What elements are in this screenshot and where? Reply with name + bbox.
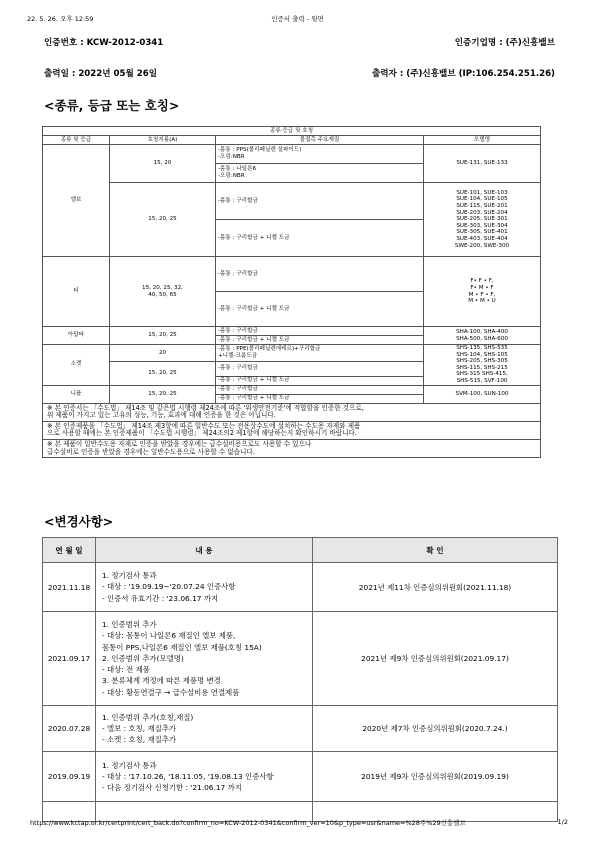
section-title-grades: <종류, 등급 또는 호칭> [44,98,180,113]
section-title-changes: <변경사항> [44,514,114,529]
change-header-date: 연 월 일 [43,538,96,563]
spec-material: -몸통 : PPS(폴리페닐렌 설파이드) -오링:NBR [216,145,424,164]
change-confirm: 2019년 제9차 인증심의위원회(2019.09.19) [313,752,558,802]
change-row [43,752,558,802]
spec-models: F• F • F, F• M • F M • F • F, M • M • U [424,257,541,327]
spec-type: 아답타 [43,327,110,345]
change-header-confirm: 확 인 [313,538,558,563]
spec-material: -몸통 : PPE(폴리페닐렌에테르)+구리합금 +니켈-크롬도금 [216,345,424,362]
spec-header-type: 종류 및 등급 [43,136,110,145]
spec-material: -몸통 : 구리합금 [216,257,424,292]
spec-type: 티 [43,257,110,327]
change-content: 1. 인증범위 추가 - 대상: 몸통이 나일론6 재질인 엘보 제품, 몸통이 PPS,나일론6 재질인 엘보 제품(호칭 15A) 2. 인증범위 추가(모델명) - 대상: 전 제품 3. 분류체계 개정에 따른 제품명 변경 - 대상: 황동연결구 → 급수설비용 연결제품 [96,612,313,706]
change-date: 2021.11.18 [43,563,96,612]
spec-material: -몸통 : 나일론6 -오링:NBR [216,164,424,183]
spec-type: 엘보 [43,145,110,257]
spec-table [42,126,541,458]
change-confirm: 2020년 제7차 인증심의위원회(2020.7.24.) [313,706,558,752]
spec-size: 15, 20 [110,145,216,183]
print-datetime: 22. 5. 26. 오후 12:59 [27,15,94,23]
footer-page: 1/2 [557,818,568,826]
change-content: 1. 정기검사 통과 - 대상 : '19.09.19~'20.07.24 인증사항 - 인증서 유효기간 : '23.06.17 까지 [96,563,313,612]
change-confirm: 2021년 제9차 인증심의위원회(2021.09.17) [313,612,558,706]
spec-size: 15, 20, 25 [110,385,216,403]
cert-company: 인증기업명 : (주)신흥밸브 [454,38,555,48]
change-content: 1. 정기검사 통과 - 대상 : '17.10.26, '18.11.05, '19.08.13 인증사항 - 다음 정기검사 신청기한 : '21.06.17 까지 [96,752,313,802]
spec-type: 니플 [43,385,110,403]
spec-material: -몸통 : 구리합금 + 니켈 도금 [216,336,424,345]
spec-material: -몸통 : 구리합금 + 니켈 도금 [216,292,424,327]
spec-note: ※ 본 인증서는 「수도법」 제14조 및 같은법 시행령 제24조에 따른 '위생안전기준'에 적합함을 인증한 것으로, 위 제품이 가지고 있는 고유의 성능, 기능, 효과에 대해 인증을 한 것은 아닙니다. [43,403,541,421]
spec-models: SUE-131, SUE-133 [424,145,541,183]
spec-material: -몸통 : 구리합금 [216,362,424,377]
spec-models: SHS-135, SHS-535 SHS-104, SHS-105 SHS-205, SHS-305 SHS-115, SHS-215 SHS-315 SHS-415, SHS-515, SVF-100 [424,345,541,386]
spec-type: 소켓 [43,345,110,386]
cert-number: 인증번호 : KCW-2012-0341 [44,38,164,48]
spec-size: 15, 20, 25 [110,327,216,345]
change-confirm: 2021년 제11차 인증심의위원회(2021.11.18) [313,563,558,612]
spec-material: -몸통 : 구리합금 [216,327,424,336]
change-content: 1. 인증범위 추가(호칭,재질) - 엘보 : 호칭, 재질추가 - 소켓 : 호칭, 재질추가 [96,706,313,752]
spec-size: 15, 20, 25 [110,183,216,257]
spec-models: SHA-100, SHA-400 SHA-500, SHA-600 [424,327,541,345]
print-date: 출력일 : 2022년 05월 26일 [44,69,158,79]
spec-size: 15, 20, 25 [110,362,216,386]
spec-size: 15, 20, 25, 32, 40, 50, 65 [110,257,216,327]
spec-header-material: 물접촉 주요재질 [216,136,424,145]
change-date: 2019.09.19 [43,752,96,802]
spec-material: -몸통 : 구리합금 [216,385,424,394]
spec-size: 20 [110,345,216,362]
spec-note: ※ 본 인증제품을 「수도법」 제14조 제3항에 따른 일반수도 또는 전용상수도에 설치하는 수도용 자재와 제품 으로 사용할 때에는 본 인증제품이 「수도법 시행령」 제24조의2 제1항에 해당하는지 확인하시기 바랍니다. [43,421,541,439]
change-table [42,537,558,822]
change-row [43,612,558,706]
spec-material: -몸통 : 구리합금 [216,183,424,220]
change-date: 2020.07.28 [43,706,96,752]
change-row [43,706,558,752]
printer-info: 출력자 : (주)신흥밸브 (IP:106.254.251.26) [371,69,555,79]
footer-url[interactable]: https://www.kctap.or.kr/certprint/cert_back.do?confirm_no=KCW-2012-0341&confirm_ver=10&p_type=usr&name=%28주%29신흥밸브 [30,819,466,827]
spec-header-size: 호칭지름(A) [110,136,216,145]
change-date: 2021.09.17 [43,612,96,706]
spec-material: -몸통 : 구리합금 + 니켈 도금 [216,376,424,385]
spec-table-title: 종류·등급 및 호칭 [43,127,541,136]
change-row [43,563,558,612]
print-title: 인증서 출력 - 뒷면 [271,15,324,23]
spec-note: ※ 본 제품이 일반수도용 자재로 인증을 받았을 경우에는 급수설비용으로도 사용할 수 있으나 급수설비로 인증을 받았을 경우에는 일반수도용으로 사용할 수 없습니다. [43,439,541,457]
change-header-content: 내 용 [96,538,313,563]
spec-models: SUE-101, SUE-103 SUE-104, SUE-105 SUE-115, SUE-201 SUE-203, SUE-204 SUE-205, SUE-301 SUE-303, SUE-304 SUE-305, SUE-401 SUE-403, SUE-404 SWE-200, SWE-300 [424,183,541,257]
spec-header-model: 모델명 [424,136,541,145]
spec-models: SVM-100, SUN-100 [424,385,541,403]
spec-material: -몸통 : 구리합금 + 니켈 도금 [216,220,424,257]
spec-material: -몸통 : 구리합금 + 니켈 도금 [216,394,424,403]
